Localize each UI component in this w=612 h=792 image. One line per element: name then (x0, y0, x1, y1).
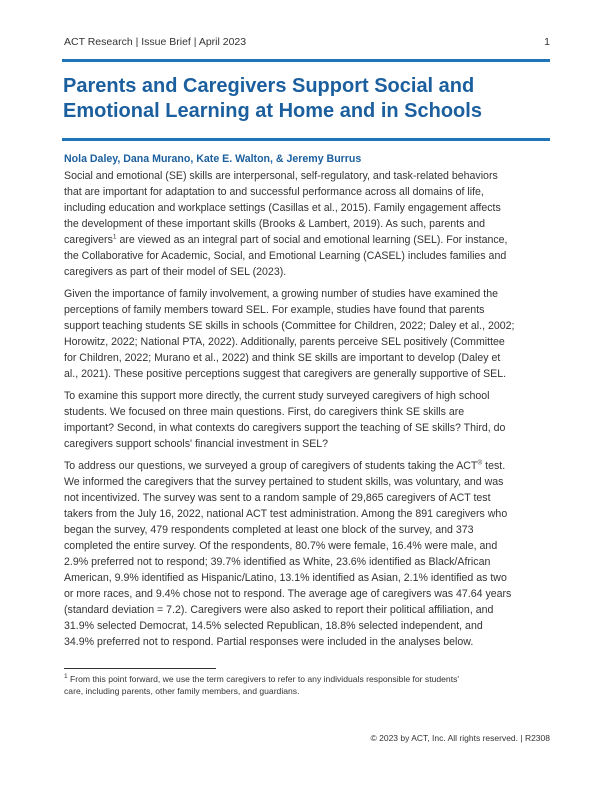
text-line: caregivers support schools' financial investment in SEL? (64, 438, 329, 450)
text-line: important? Second, in what contexts do caregivers support the teaching of SE skills? Third, do (64, 422, 506, 434)
paragraph-4 (64, 458, 556, 650)
text-line: Social and emotional (SE) skills are interpersonal, self-regulatory, and task-related behaviors (64, 170, 498, 182)
footnote-divider (64, 668, 216, 669)
body-text (64, 168, 556, 656)
running-header (64, 36, 550, 50)
title-line-2: Emotional Learning at Home and in Schools (63, 100, 482, 122)
text-line: completed the entire survey. Of the respondents, 80.7% were female, 16.4% were male, and (64, 540, 498, 552)
text-line: Given the importance of family involvement, a growing number of studies have examined the (64, 288, 498, 300)
text-line: American, 9.9% identified as Hispanic/Latino, 13.1% identified as Asian, 2.1% identified as two (64, 572, 507, 584)
text-line: not incentivized. The survey was sent to a random sample of 29,865 caregivers of ACT test (64, 492, 491, 504)
text-line: students. We focused on three main questions. First, do caregivers think SE skills are (64, 406, 465, 418)
text-fragment: test. (482, 460, 506, 472)
text-fragment: From this point forward, we use the term caregivers to refer to any individuals responsible for students' (67, 674, 460, 684)
footnote-line (64, 673, 554, 685)
running-title: ACT Research | Issue Brief | April 2023 (64, 36, 247, 48)
text-line: caregivers as part of their model of SEL (2023). (64, 266, 287, 278)
text-fragment: caregivers (64, 234, 113, 246)
text-line: (standard deviation = 7.2). Caregivers were also asked to report their political affiliation, and (64, 604, 494, 616)
text-line: the development of these important skills (Brooks & Lambert, 2019). As such, parents and (64, 218, 486, 230)
text-fragment: are viewed as an integral part of social and emotional learning (SEL). For instance, (116, 234, 508, 246)
text-line: or more races, and 9.4% chose not to respond. The average age of caregivers was 47.64 years (64, 588, 512, 600)
text-line: for Children, 2022; Murano et al., 2022) and think SE skills are important to develop (Daley et (64, 352, 501, 364)
paragraph-2 (64, 286, 556, 382)
title-line-1: Parents and Caregivers Support Social and (63, 75, 475, 97)
text-line: support teaching students SE skills in schools (Committee for Children, 2022; Daley et al., 2002; (64, 320, 515, 332)
text-line-with-footnote (64, 232, 556, 248)
text-line: 34.9% preferred not to respond. Partial responses were included in the analyses below. (64, 636, 474, 648)
copyright-footer: © 2023 by ACT, Inc. All rights reserved. | R2308 (370, 733, 550, 743)
text-line: takers from the July 16, 2022, national ACT test administration. Among the 891 caregivers who (64, 508, 508, 520)
text-line: We informed the caregivers that the survey pertained to student skills, was voluntary, and was (64, 476, 504, 488)
text-line: 2.9% preferred not to respond; 39.7% identified as White, 23.6% identified as Black/African (64, 556, 491, 568)
registered-mark: ® (477, 459, 483, 467)
title-rule-top (62, 59, 550, 62)
page-title (63, 74, 553, 124)
text-line: the Collaborative for Academic, Social, and Emotional Learning (CASEL) includes families and (64, 250, 507, 262)
text-line: including education and workplace settings (Casillas et al., 2015). Family engagement affects (64, 202, 501, 214)
title-rule-bottom (62, 138, 550, 141)
text-line: To examine this support more directly, the current study surveyed caregivers of high school (64, 390, 490, 402)
text-line: Horowitz, 2022; National PTA, 2022). Additionally, parents perceive SEL positively (Committee (64, 336, 505, 348)
footnote-line: care, including parents, other family members, and guardians. (64, 686, 300, 696)
text-line: began the survey, 479 respondents completed at least one block of the survey, and 373 (64, 524, 474, 536)
text-line: that are important for adaptation to and successful performance across all domains of life, (64, 186, 484, 198)
paragraph-3 (64, 388, 556, 452)
text-fragment: To address our questions, we surveyed a group of caregivers of students taking the ACT (64, 460, 478, 472)
text-line: perceptions of family members toward SEL. For example, studies have found that parents (64, 304, 485, 316)
text-line: 31.9% selected Democrat, 14.5% selected Republican, 18.8% selected independent, and (64, 620, 483, 632)
paragraph-1 (64, 168, 556, 280)
footnote-mark: 1 (64, 673, 68, 681)
text-line: al., 2021). These positive perceptions suggest that caregivers are generally supportive of SEL. (64, 368, 507, 380)
footnote-reference[interactable]: 1 (112, 233, 117, 241)
author-list: Nola Daley, Dana Murano, Kate E. Walton, & Jeremy Burrus (64, 153, 362, 165)
text-line-with-trademark (64, 458, 556, 474)
page-number: 1 (544, 36, 550, 48)
footnote (64, 673, 554, 697)
